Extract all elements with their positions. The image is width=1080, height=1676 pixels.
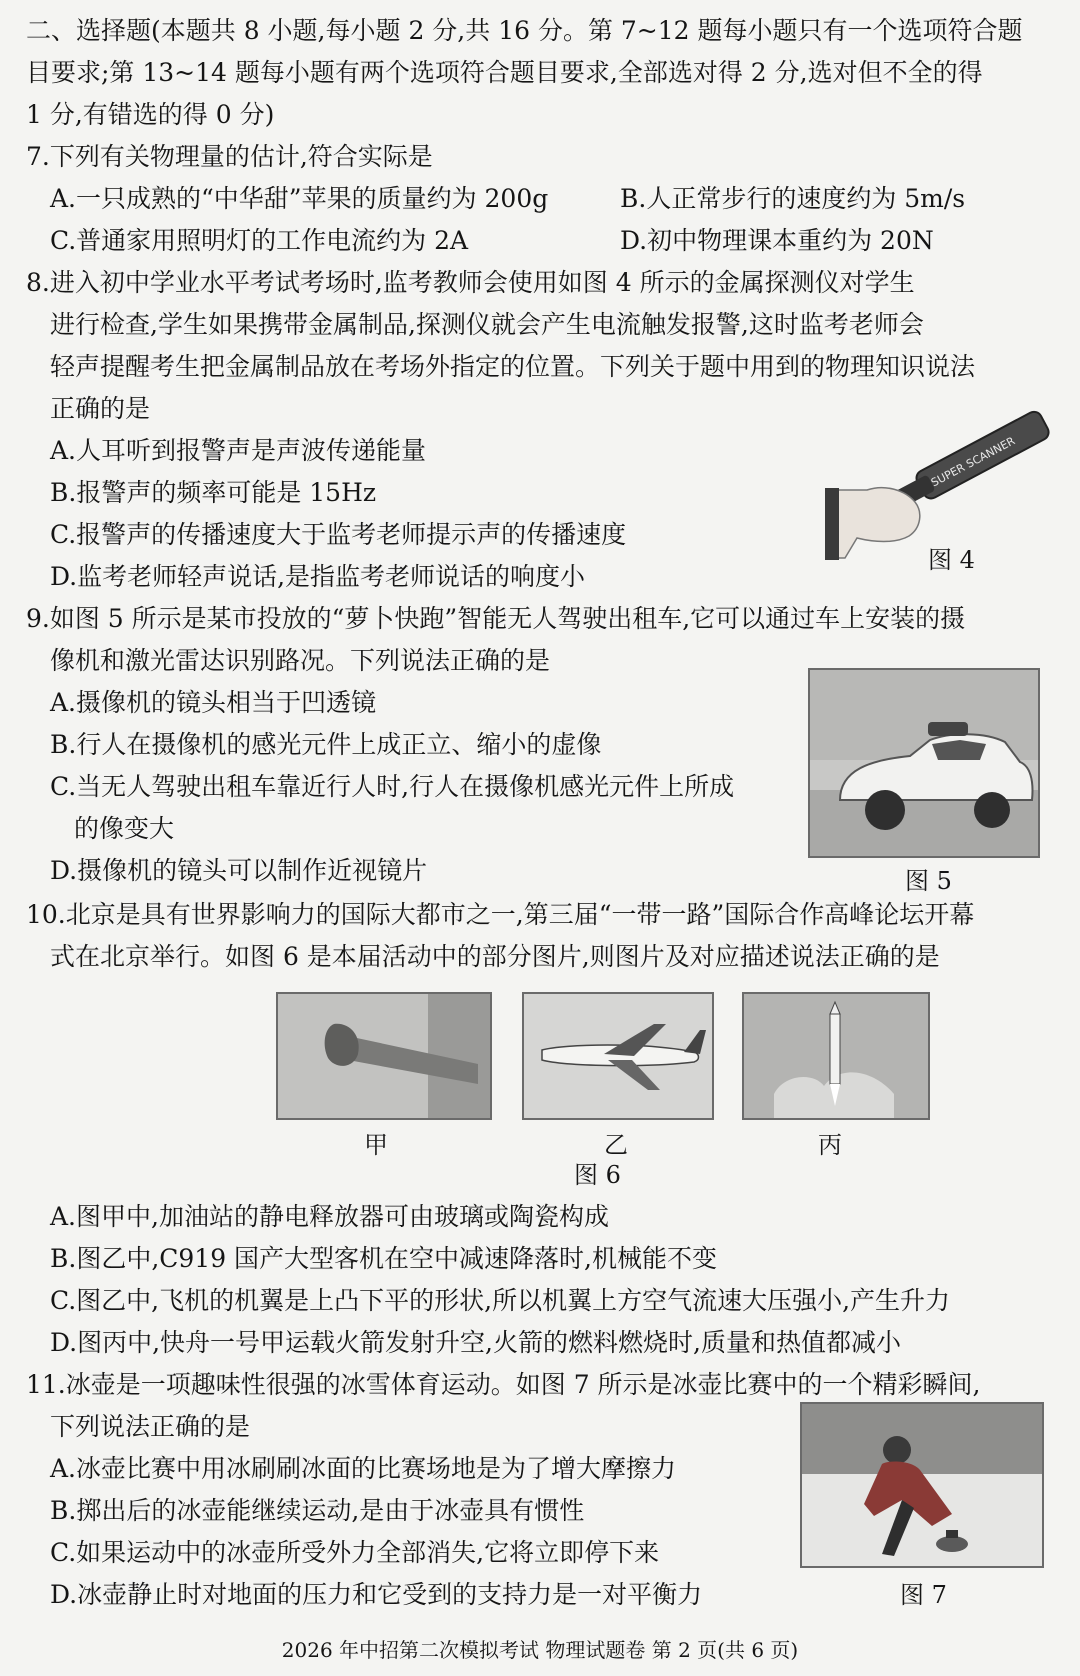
q9-option-b: B.行人在摄像机的感光元件上成正立、缩小的虚像 [50, 730, 602, 759]
q8-stem-line-4: 正确的是 [50, 394, 151, 423]
section-instructions-line-3: 1 分,有错选的得 0 分) [26, 100, 275, 129]
q10-stem-line-2: 式在北京举行。如图 6 是本届活动中的部分图片,则图片及对应描述说法正确的是 [50, 942, 940, 971]
q9-option-c-line-2: 的像变大 [74, 814, 175, 843]
figure-6-caption: 图 6 [574, 1161, 621, 1189]
q9-option-d: D.摄像机的镜头可以制作近视镜片 [50, 856, 428, 885]
q9-stem-line-1: 9.如图 5 所示是某市投放的“萝卜快跑”智能无人驾驶出租车,它可以通过车上安装的摄 [26, 604, 966, 633]
figure-5-caption: 图 5 [905, 867, 952, 895]
q10-option-b: B.图乙中,C919 国产大型客机在空中减速降落时,机械能不变 [50, 1244, 718, 1273]
figure-7-caption: 图 7 [900, 1581, 947, 1609]
q9-option-a: A.摄像机的镜头相当于凹透镜 [50, 688, 377, 717]
q8-option-b: B.报警声的频率可能是 15Hz [50, 478, 377, 507]
q8-option-d: D.监考老师轻声说话,是指监考老师说话的响度小 [50, 562, 586, 591]
figure-6-caption-jia: 甲 [364, 1131, 388, 1159]
figure-7-curling-photo [800, 1402, 1044, 1568]
figure-4-caption: 图 4 [928, 546, 975, 574]
q10-option-a: A.图甲中,加油站的静电释放器可由玻璃或陶瓷构成 [50, 1202, 609, 1231]
q11-option-a: A.冰壶比赛中用冰刷刷冰面的比赛场地是为了增大摩擦力 [50, 1454, 677, 1483]
q10-option-d: D.图丙中,快舟一号甲运载火箭发射升空,火箭的燃料燃烧时,质量和热值都减小 [50, 1328, 901, 1357]
q11-stem-line-2: 下列说法正确的是 [50, 1412, 251, 1441]
q7-option-c: C.普通家用照明灯的工作电流约为 2A [50, 226, 469, 255]
q8-option-c: C.报警声的传播速度大于监考老师提示声的传播速度 [50, 520, 627, 549]
q8-stem-line-3: 轻声提醒考生把金属制品放在考场外指定的位置。下列关于题中用到的物理知识说法 [50, 352, 976, 381]
q7-stem: 7.下列有关物理量的估计,符合实际是 [26, 142, 433, 171]
q7-option-b: B.人正常步行的速度约为 5m/s [620, 184, 966, 213]
q7-option-a: A.一只成熟的“中华甜”苹果的质量约为 200g [50, 184, 549, 213]
figure-4-metal-detector [825, 398, 1050, 563]
page-footer: 2026 年中招第二次模拟考试 物理试题卷 第 2 页(共 6 页) [281, 1638, 799, 1662]
section-instructions-line-2: 目要求;第 13~14 题每小题有两个选项符合题目要求,全部选对得 2 分,选对但不全的得 [26, 58, 983, 87]
figure-6-jia-static-discharger-photo [276, 992, 492, 1120]
q8-stem-line-2: 进行检查,学生如果携带金属制品,探测仪就会产生电流触发报警,这时监考老师会 [50, 310, 924, 339]
figure-6-yi-c919-plane-photo [522, 992, 714, 1120]
scanner-label: SUPER SCANNER [928, 434, 1018, 490]
q10-option-c: C.图乙中,飞机的机翼是上凸下平的形状,所以机翼上方空气流速大压强小,产生升力 [50, 1286, 951, 1315]
q9-option-c-line-1: C.当无人驾驶出租车靠近行人时,行人在摄像机感光元件上所成 [50, 772, 735, 801]
q8-stem-line-1: 8.进入初中学业水平考试考场时,监考教师会使用如图 4 所示的金属探测仪对学生 [26, 268, 915, 297]
q11-option-d: D.冰壶静止时对地面的压力和它受到的支持力是一对平衡力 [50, 1580, 703, 1609]
q11-option-c: C.如果运动中的冰壶所受外力全部消失,它将立即停下来 [50, 1538, 660, 1567]
figure-6-bing-rocket-launch-photo [742, 992, 930, 1120]
figure-6-caption-yi: 乙 [604, 1131, 628, 1159]
section-instructions-line-1: 二、选择题(本题共 8 小题,每小题 2 分,共 16 分。第 7~12 题每小题只有一个选项符合题 [26, 16, 1023, 45]
q8-option-a: A.人耳听到报警声是声波传递能量 [50, 436, 427, 465]
figure-6-caption-bing: 丙 [818, 1131, 842, 1159]
q11-stem-line-1: 11.冰壶是一项趣味性很强的冰雪体育运动。如图 7 所示是冰壶比赛中的一个精彩瞬间, [26, 1370, 981, 1399]
q11-option-b: B.掷出后的冰壶能继续运动,是由于冰壶具有惯性 [50, 1496, 585, 1525]
q9-stem-line-2: 像机和激光雷达识别路况。下列说法正确的是 [50, 646, 551, 675]
q7-option-d: D.初中物理课本重约为 20N [620, 226, 934, 255]
q10-stem-line-1: 10.北京是具有世界影响力的国际大都市之一,第三届“一带一路”国际合作高峰论坛开幕 [26, 900, 975, 929]
figure-5-driverless-taxi-photo [808, 668, 1040, 858]
